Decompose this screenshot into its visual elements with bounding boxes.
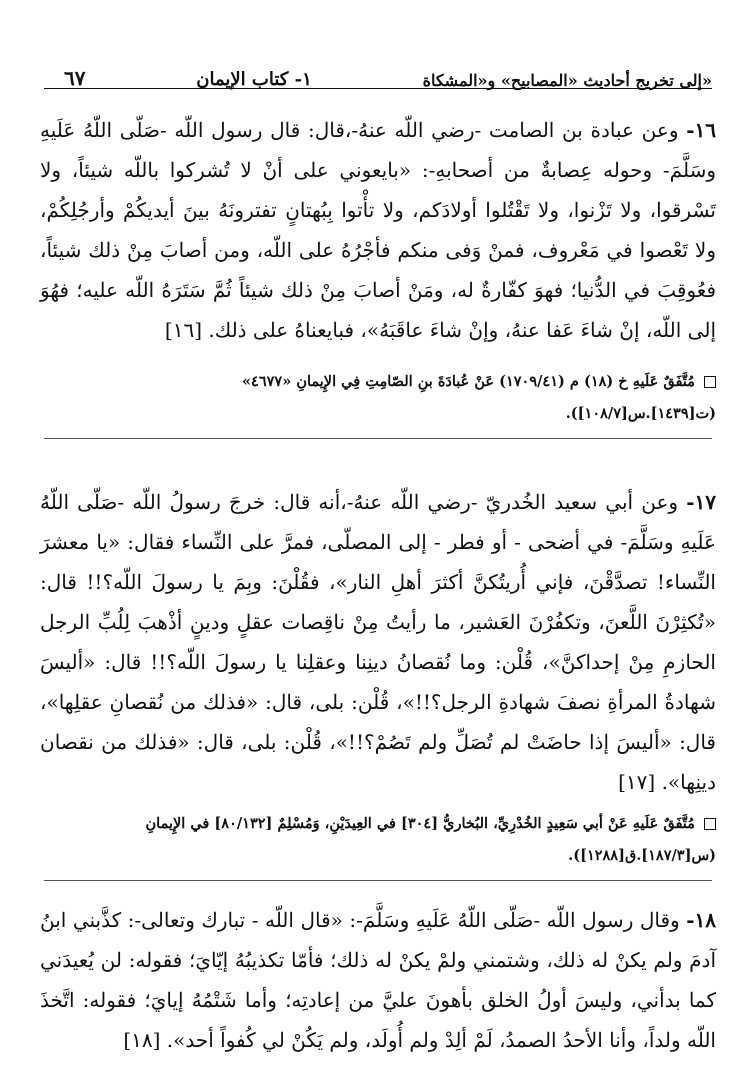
- header-rule: [44, 88, 712, 89]
- page-header: [44, 50, 712, 90]
- hadith-text: وقال رسول اللّه -صَلّى اللّهُ عَلَيهِ وسَلَّمَ-: «قال اللّه - تبارك وتعالى-: كذَّبني ابنُ آدمَ ولم يكنْ له ذلك، وشتمني ولمْ يكنْ له ذلك؛ فأمّا تكذيبُهُ إيّايَ؛ فقوله: لن يُعيدَني كما بدأني، وليسَ أولُ الخلق بأهونَ عليَّ من إعادتِه؛ وأما شَتْمُهُ إيايَ؛ فقوله: اتَّخذَ اللّه ولداً، وأنا الأحدُ الصمدُ، لَمْ ألِدْ ولم أُولَد، ولم يَكُنْ لي كُفواً أحد».: [40, 908, 716, 1052]
- square-icon: [704, 818, 716, 830]
- square-icon: [704, 376, 716, 388]
- page-number: ٦٧: [64, 66, 86, 90]
- takhrij-17: [40, 808, 716, 872]
- hadith-17: [40, 482, 716, 802]
- hadith-number: ١٦-: [686, 118, 716, 142]
- hadith-text: وعن عبادة بن الصامت -رضي اللّه عنهُ-،قال: قال رسول اللّه -صَلّى اللّهُ عَلَيهِ وسَلَّمَ- وحوله عِصابةٌ من أصحابهِ-: «بايعوني على أنْ لا تُشركوا باللّه شيئاً، ولا تَسْرقوا، ولا تَزْنوا، ولا تَقْتُلوا أولادَكم، ولا تأْتوا بِبُهتانٍ تفترونَهُ بينَ أيديكُمْ وأرجُلِكُمْ، ولا تَعْصوا في مَعْروف، فمنْ وَفى منكم فأجْرُهُ على اللّه، ومن أصابَ مِنْ ذلك شيئاً، فعُوقِبَ في الدُّنيا؛ فهوَ كفّارةٌ له، ومَنْ أصابَ مِنْ ذلك شيئاً ثُمَّ سَتَرَهُ اللّه عليه؛ فهُوَ إلى اللّه، إنْ شاءَ عَفا عنهُ، وإنْ شاءَ عاقَبَهُ»، فبايعناهُ على ذلك.: [40, 118, 716, 342]
- takhrij-line: مُتَّفَقٌ عَلَيهِ خ (١٨) م (١٧٠٩/٤١) عَنْ عُبادَةَ بنِ الصّامِتِ فِي الإِيمانِ «٤٦٧٧»: [241, 373, 695, 390]
- hadith-text: وعن أبي سعيد الخُدريّ -رضي اللّه عنهُ-،أنه قال: خرجَ رسولُ اللّه -صَلّى اللّهُ عَلَيهِ وسَلَّمَ- في أضحى - أو فطر - إلى المصلّى، فمرَّ على النِّساء فقال: «يا معشرَ النِّساء! تصدَّقْنَ، فإني أُريتُكنَّ أكثرَ أهلِ النار»، فقُلْنَ: وبِمَ يا رسولَ اللّه؟!! قال: «تُكثِرْنَ اللَّعنَ، وتكفُرْنَ العَشير، ما رأيتُ مِنْ ناقِصات عقلٍ ودينٍ أذْهبَ لِلُبِّ الرجل الحازمِ مِنْ إحداكنَّ»، قُلْن: وما نُقصانُ دينِنا وعقلِنا يا رسولَ اللّه؟!! قال: «أليسَ شهادةُ المرأةِ نصفَ شهادةِ الرجل؟!!»، قُلْن: بلى، قال: «فذلك من نُقصانِ عقلِها»، قال: «أليسَ إذا حاضَتْ لم تُصَلِّ ولم تَصُمْ؟!!»، قُلْن: بلى، قال: «فذلك من نقصان دينِها».: [40, 490, 716, 794]
- section-divider: [44, 880, 712, 881]
- hadith-number: ١٧-: [686, 490, 716, 514]
- book-title: إلى تخريج أحاديث «المصابيح» و«المشكاة»: [422, 71, 712, 90]
- hadith-ref: [١٦]: [164, 318, 202, 342]
- takhrij-ref: (ت[١٤٣٩].س[١٠٨/٧]).: [565, 405, 716, 422]
- takhrij-16: [40, 366, 716, 430]
- hadith-ref: [١٧]: [618, 770, 656, 794]
- section-divider: [44, 438, 712, 439]
- hadith-16: [40, 110, 716, 350]
- hadith-18: [40, 900, 716, 1060]
- takhrij-line: مُتَّفَقٌ عَلَيهِ عَنْ أبي سَعِيدٍ الخُدْرِيِّ، البُخاريُّ [٣٠٤] في العِيدَيْنِ، وَمُسْلِمٌ [٨٠/١٣٢] في الإِيمانِ: [145, 815, 695, 832]
- chapter-title: ١- كتاب الإيمان: [196, 69, 312, 90]
- hadith-number: ١٨-: [686, 908, 717, 932]
- hadith-ref: [١٨]: [123, 1028, 161, 1052]
- takhrij-ref: (س[١٨٧/٣].ق[١٢٨٨]).: [568, 847, 716, 864]
